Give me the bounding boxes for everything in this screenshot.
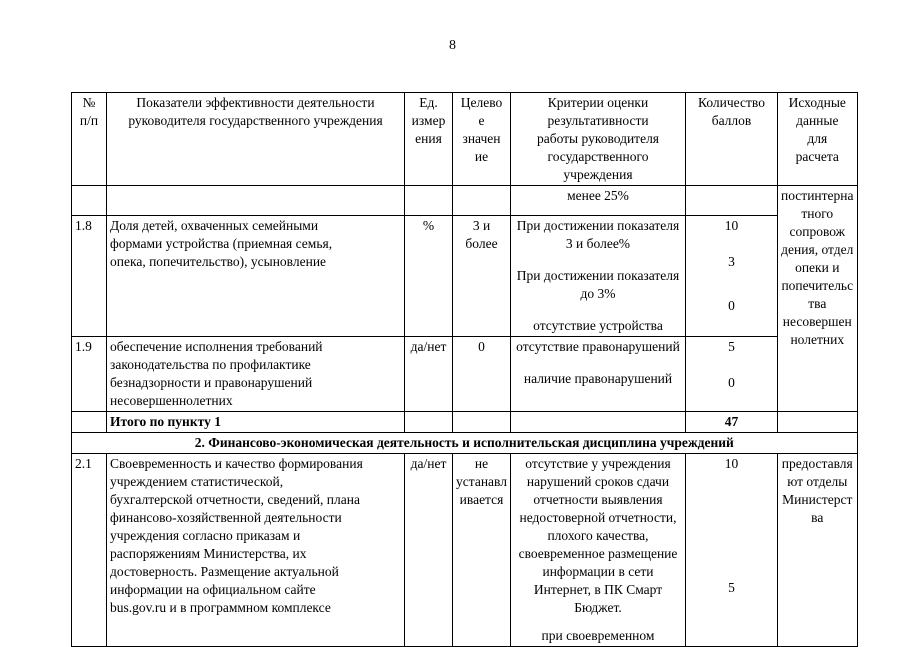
- section-2-title: 2. Финансово-экономическая деятельность и исполнительская дисциплина учреждений: [72, 433, 858, 454]
- header-number: № п/п: [72, 93, 107, 186]
- target-cell: 0: [453, 337, 511, 412]
- target-cell: не устанавл ивается: [453, 454, 511, 647]
- header-source: Исходные данные для расчета: [778, 93, 858, 186]
- section-heading-row: [72, 433, 858, 454]
- target-cell: 3 и более: [453, 216, 511, 337]
- source-cell-merged: постинтерна тного сопровож дения, отдел опеки и попечительс тва несовершен нолетних: [778, 186, 858, 412]
- total-row: [72, 412, 858, 433]
- indicator-cell: обеспечение исполнения требований законодательства по профилактике безнадзорности и правонарушений несовершеннолетних: [107, 337, 405, 412]
- points-cell: 5 0: [686, 337, 778, 412]
- source-cell: предоставля ют отделы Министерст ва: [778, 454, 858, 647]
- table-row-2-1: [72, 454, 858, 647]
- header-criteria: Критерии оценки результативности работы руководителя государственного учреждения: [511, 93, 686, 186]
- table-row-continued: [72, 186, 858, 216]
- total-points: 47: [686, 412, 778, 433]
- header-unit: Ед. измер ения: [405, 93, 453, 186]
- page-number: 8: [449, 38, 456, 53]
- points-cell: 10 3 0: [686, 216, 778, 337]
- header-points: Количество баллов: [686, 93, 778, 186]
- table-row-1-8: [72, 216, 858, 337]
- header-target: Целево е значен ие: [453, 93, 511, 186]
- total-label: Итого по пункту 1: [107, 412, 405, 433]
- criteria-cell: При достижении показателя 3 и более% При достижении показателя до 3% отсутствие устройства: [511, 216, 686, 337]
- table-row-1-9: [72, 337, 858, 412]
- indicators-table: [71, 92, 858, 647]
- indicator-cell: Доля детей, охваченных семейными формами устройства (приемная семья, опека, попечительство), усыновление: [107, 216, 405, 337]
- criteria-cell: отсутствие правонарушений наличие правонарушений: [511, 337, 686, 412]
- indicator-cell: Своевременность и качество формирования учреждением статистической, бухгалтерской отчетности, сведений, плана финансово-хозяйственной деятельности учреждения согласно приказам и распоряжениям Министерства, их достоверность. Размещение актуальной информации на официальном сайте bus.gov.ru и в программном комплексе: [107, 454, 405, 647]
- unit-cell: %: [405, 216, 453, 337]
- unit-cell: да/нет: [405, 454, 453, 647]
- unit-cell: да/нет: [405, 337, 453, 412]
- row-number: 1.8: [72, 216, 107, 337]
- criteria-cell: отсутствие у учреждения нарушений сроков сдачи отчетности выявления недостоверной отчетности, плохого качества, своевременное размещение информации в сети Интернет, в ПК Смарт Бюджет. при своевременном: [511, 454, 686, 647]
- points-cell: 10 5: [686, 454, 778, 647]
- row-number: 1.9: [72, 337, 107, 412]
- header-indicator: Показатели эффективности деятельности руководителя государственного учреждения: [107, 93, 405, 186]
- table-header-row: [72, 93, 858, 186]
- criteria-cell: менее 25%: [511, 186, 686, 216]
- row-number: 2.1: [72, 454, 107, 647]
